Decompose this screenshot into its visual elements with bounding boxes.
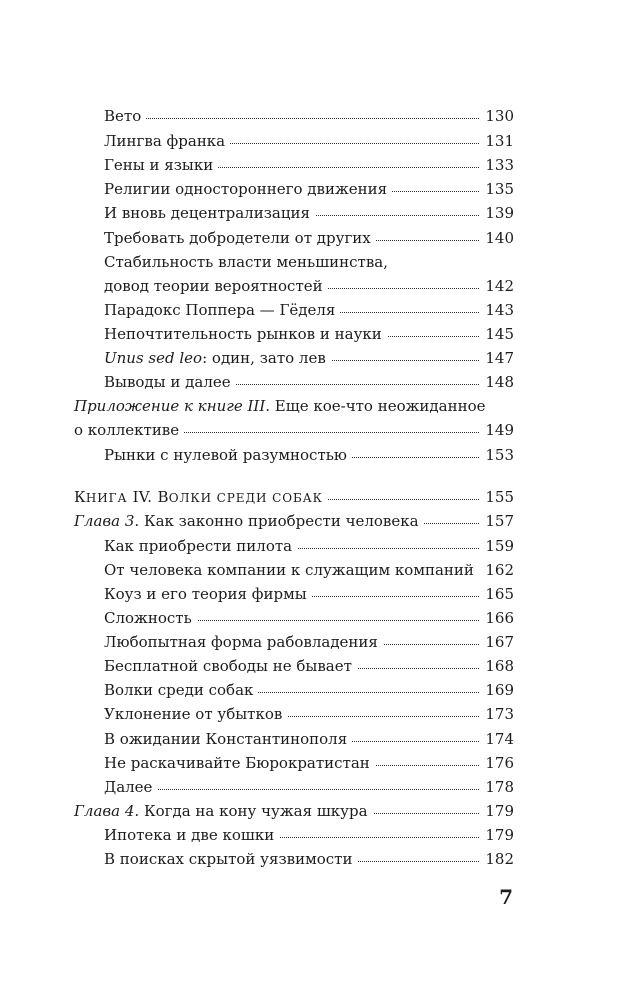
toc-entry-page: 139	[480, 201, 514, 225]
toc-entry	[0, 226, 619, 250]
toc-entry-title	[104, 727, 352, 751]
toc-entry-title-part: Стабильность власти меньшинства,	[104, 253, 388, 271]
toc-entry-page: 143	[480, 298, 514, 322]
toc-entry-title-part: В поисках скрытой уязвимости	[104, 850, 353, 868]
toc-entry-title-part: ОЛКИ СРЕДИ СОБАК	[168, 491, 323, 505]
toc-entry	[0, 751, 619, 775]
toc-entry	[0, 274, 619, 298]
toc-entry	[0, 394, 619, 418]
toc-entry-title	[104, 298, 340, 322]
toc-entry-title-part: . Как законно приобрести человека	[134, 512, 419, 530]
toc-entry-page: 135	[480, 177, 514, 201]
toc-entry	[0, 799, 619, 823]
toc-entry-title-part: В ожидании Константинополя	[104, 730, 348, 748]
toc-entry-title-part: Коуз и его теория фирмы	[104, 585, 307, 603]
toc-entry-title-part: о коллективе	[74, 421, 180, 439]
toc-entry-title	[104, 104, 146, 128]
toc-entry	[0, 250, 619, 274]
toc-entry-title-part: Бесплатной свободы не бывает	[104, 657, 352, 675]
toc-entry	[0, 443, 619, 467]
toc-entry-title	[104, 823, 279, 847]
toc-entry-title	[104, 443, 352, 467]
toc-entry-title	[104, 558, 479, 582]
toc-entry-page: 159	[480, 534, 514, 558]
toc-entry	[0, 847, 619, 871]
toc-entry-title	[104, 630, 383, 654]
toc-entry-title-part: Сложность	[104, 609, 192, 627]
toc-entry-page: 157	[480, 509, 514, 533]
toc-entry	[0, 485, 619, 509]
toc-entry-title-part: Приложение к книге III	[74, 397, 266, 415]
toc-entry-title	[104, 129, 230, 153]
toc-entry	[0, 654, 619, 678]
toc-entry-title-part: Unus sed leo	[104, 349, 203, 367]
dot-leader	[104, 118, 481, 119]
toc-entry	[0, 104, 619, 128]
toc-entry-title	[74, 509, 424, 533]
toc-entry-title-part: К	[74, 488, 86, 506]
toc-entry-title-part: Вето	[104, 107, 142, 125]
toc-entry-title	[74, 485, 328, 510]
toc-entry	[0, 534, 619, 558]
toc-entry-title-part: От человека компании к служащим компаний	[104, 561, 474, 579]
toc-entry-title	[74, 799, 373, 823]
toc-entry-page: 148	[480, 370, 514, 394]
toc-entry-title-part: Непочтительность рынков и науки	[104, 325, 382, 343]
toc-entry-title	[74, 394, 491, 418]
toc-entry-title	[104, 582, 312, 606]
toc-entry-title-part: Глава 3	[74, 512, 135, 530]
toc-entry-page: 173	[480, 702, 514, 726]
toc-entry-title-part: Требовать добродетели от других	[104, 229, 371, 247]
toc-entry-page: 140	[480, 226, 514, 250]
toc-entry-title-part: довод теории вероятностей	[104, 277, 323, 295]
toc-entry	[0, 298, 619, 322]
toc-entry-page: 167	[480, 630, 514, 654]
toc-entry	[0, 201, 619, 225]
toc-entry-title-part: Глава 4	[74, 802, 135, 820]
toc-entry-page: 168	[480, 654, 514, 678]
toc-entry	[0, 322, 619, 346]
page-number: 7	[499, 885, 513, 909]
toc-entry	[0, 558, 619, 582]
toc-entry-title	[104, 606, 197, 630]
toc-entry-title-part: Гены и языки	[104, 156, 214, 174]
toc-entry-title-part: Парадокс Поппера — Гёделя	[104, 301, 336, 319]
toc-entry-page: 166	[480, 606, 514, 630]
toc-entry-title-part: Рынки с нулевой разумностью	[104, 446, 347, 464]
toc-entry	[0, 509, 619, 533]
toc-entry-page: 149	[480, 418, 514, 442]
toc-entry-title	[104, 751, 375, 775]
toc-entry-title	[104, 346, 331, 370]
toc-entry-page: 165	[480, 582, 514, 606]
toc-entry-page: 179	[480, 823, 514, 847]
toc-entry-title	[104, 322, 387, 346]
toc-entry-title-part: . Еще кое-что неожиданное	[265, 397, 486, 415]
toc-entry-title-part: : один, зато лев	[202, 349, 326, 367]
toc-entry-page: 131	[480, 129, 514, 153]
toc-entry-title-part: Не раскачивайте Бюрократистан	[104, 754, 370, 772]
toc-entry-title-part: Далее	[104, 778, 153, 796]
toc-entry-title	[104, 534, 297, 558]
toc-entry	[0, 129, 619, 153]
toc-entry-page: 174	[480, 727, 514, 751]
toc-entry	[0, 346, 619, 370]
toc-entry	[0, 775, 619, 799]
toc-entry	[0, 418, 619, 442]
dot-leader	[104, 789, 481, 790]
toc-entry-title-part: Лингва франка	[104, 132, 226, 150]
toc-entry	[0, 582, 619, 606]
toc-entry-title-part: НИГА	[85, 491, 128, 505]
toc-entry-page: 179	[480, 799, 514, 823]
toc-entry-page: 169	[480, 678, 514, 702]
toc-entry-page: 162	[480, 558, 514, 582]
toc-entry-title	[104, 370, 236, 394]
toc-entry-title	[104, 250, 393, 274]
toc-entry-title	[104, 226, 376, 250]
toc-entry-title	[104, 274, 328, 298]
toc-entry-title	[104, 678, 258, 702]
toc-entry-title-part: . Когда на кону чужая шкура	[134, 802, 368, 820]
toc-entry-title	[104, 177, 392, 201]
toc-entry-page: 153	[480, 443, 514, 467]
toc-entry	[0, 370, 619, 394]
toc-entry-title-part: Любопытная форма рабовладения	[104, 633, 378, 651]
toc-entry	[0, 153, 619, 177]
toc-entry-title	[104, 702, 287, 726]
toc-entry-title-part: Религии одностороннего движения	[104, 180, 388, 198]
toc-entry-title-part: Уклонение от убытков	[104, 705, 283, 723]
toc-entry-title-part: Волки среди собак	[104, 681, 254, 699]
toc-entry-page: 178	[480, 775, 514, 799]
toc-entry-title	[104, 153, 218, 177]
toc-entry-title-part: Как приобрести пилота	[104, 537, 293, 555]
toc-entry-page: 155	[480, 485, 514, 509]
toc-entry	[0, 177, 619, 201]
toc-entry-page: 182	[480, 847, 514, 871]
toc-entry-title-part: И вновь децентрализация	[104, 204, 310, 222]
toc-entry-title	[104, 775, 157, 799]
toc-entry	[0, 727, 619, 751]
toc-entry-page: 145	[480, 322, 514, 346]
toc-entry-page: 133	[480, 153, 514, 177]
toc-entry	[0, 678, 619, 702]
toc-entry-page: 147	[480, 346, 514, 370]
toc-entry-page: 142	[480, 274, 514, 298]
toc-entry-page: 176	[480, 751, 514, 775]
toc-entry-title-part: Ипотека и две кошки	[104, 826, 275, 844]
toc-entry-title-part: Выводы и далее	[104, 373, 231, 391]
toc-entry	[0, 606, 619, 630]
toc-entry	[0, 630, 619, 654]
toc-entry-title	[104, 654, 357, 678]
toc-entry-title	[104, 201, 315, 225]
toc-entry-page: 130	[480, 104, 514, 128]
toc-entry	[0, 823, 619, 847]
toc-entry-title	[74, 418, 184, 442]
toc-entry	[0, 702, 619, 726]
toc-entry-title-part: IV. В	[127, 488, 169, 506]
toc-entry-title	[104, 847, 357, 871]
